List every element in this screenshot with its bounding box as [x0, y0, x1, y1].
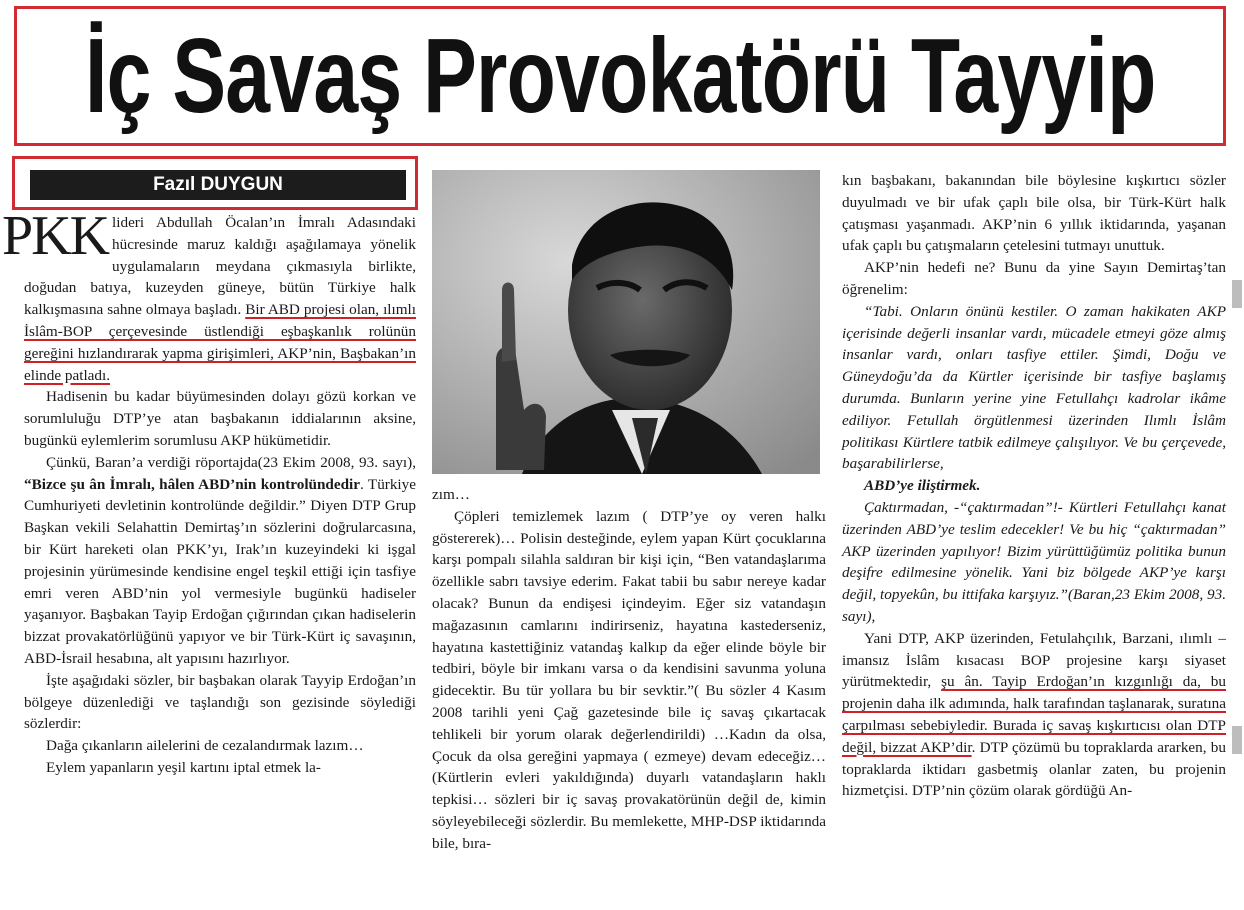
c3-p5-underlined: şu ân. Tayip Erdoğan’ın kızgınlığı da, bu projenin daha ilk adımında, halk tarafından taşlanarak, suratına çarpılması sebebiyledir. Burada iç savaş kışkırtıcısı olan DTP değil, bizzat AKP’dir	[842, 673, 1226, 756]
p1-start: lideri Abdullah Öcalan’ın İmralı Adasındaki hücresinde maruz kaldığı aşağılamaya yönelik uygulamaların meydana çıkmasıyla birlikte, doğudan batıya, kuzeyden güneye, bütün Türkiye halk kalkışmasına sahne olmaya başladı.	[24, 214, 416, 319]
dropcap: PKK	[2, 205, 109, 267]
p3-bold-quote: “Bizce şu ân İmralı, hâlen ABD’nin kontrolündedir	[24, 475, 361, 493]
p1-underlined: Bir ABD projesi olan, ılımlı İslâm-BOP çerçevesinde üstlendiği eşbaşkanlık rolünün gereğini hızlandırarak yapma girişimleri, AKP’nin, Başbakan’ın elinde patladı.	[24, 301, 416, 384]
paragraph-1	[2, 205, 416, 386]
c3-quote-1: “Tabi. Onların önünü kestiler. O zaman hakikaten AKP içerisinde değerli insanlar vardı, mücadele etmeyi göze almış insanlar vardı, onları tasfiye ettiler. Şimdi, Doğu ve Güneydoğu’da da Kürtler içerisinde bir tasfiye başlamış durumda. Bunların yerine yine Fetullahçı kadrolar ikâme ediliyor. Fetullah örgütlenmesi üzerinden Ilımlı İslâm politikası Kürtlere tatbik edilmeye çalışılıyor. Ve bu çerçevede, başarabilirlerse,	[842, 302, 1226, 473]
c3-paragraph-2: AKP’nin hedefi ne? Bunu da yine Sayın Demirtaş’tan öğrenelim:	[842, 259, 1226, 298]
paragraph-2: Hadisenin bu kadar büyümesinden dolayı gözü korkan ve sorumluluğu DTP’ye atan başbakanın iddialarının aksine, bugünkü eylemlerim sorumlusu AKP hükümetidir.	[24, 388, 416, 449]
c3-p5-end: . DTP çözümü bu topraklarda ararken, bu topraklarda iktidarı gasbetmiş olanlar zaten, bu projenin hizmetçisi. DTP’nin çözüm olarak gördüğü An-	[842, 738, 1226, 800]
c3-quote-2: Çaktırmadan, -“çaktırmadan”!- Kürtleri Fetullahçı kanat üzerinden ABD’ye teslim edecekler! Ve bu hiç “çaktırmadan” AKP üzerinden yapılıyor! Bizim yürüttüğümüz politika bunun deşifre edilmesine yönelik. Yani biz bölgede AKP’ye karşı değil, topyekûn, bu ittifaka karşıyız.”(Baran,23 Ekim 2008, 93. sayı),	[842, 498, 1226, 625]
author-byline: Fazıl DUYGUN	[30, 170, 406, 200]
article-column-1	[2, 205, 416, 902]
headline-frame	[14, 6, 1226, 146]
c3-paragraph-1: kın başbakanı, bakanından bile böylesine kışkırtıcı sözler duyulmadı ve bir ufak çaplı bile olsa, bir Türk-Kürt halk çatışması yaşanmadı. AKP’nin 6 yıllık iktidarında, yaşanan ufak çaplı bu çatışmaların çetelesini tutmayı unuttuk.	[842, 172, 1226, 255]
c3-subhead: ABD’ye iliştirmek.	[864, 477, 981, 495]
c2-paragraph-1: zım…	[432, 486, 470, 503]
portrait-photo	[432, 170, 820, 474]
article-column-2	[432, 484, 826, 904]
page-edge-marker	[1232, 280, 1242, 308]
portrait-illustration	[432, 170, 820, 474]
c3-paragraph-5	[842, 628, 1226, 802]
paragraph-4: İşte aşağıdaki sözler, bir başbakan olarak Tayyip Erdoğan’ın bölgeye düzenlediği ve taşlandığı son gezisinde söylediği sözlerdir:	[24, 671, 416, 733]
article-column-3	[842, 170, 1226, 904]
paragraph-3	[24, 452, 416, 670]
paragraph-6: Eylem yapanların yeşil kartını iptal etmek la-	[46, 758, 321, 776]
p3-end: . Türkiye Cumhuriyeti devletinin kontrolünde değildir.” Diyen DTP Grup Başkan vekili Selahattin Demirtaş’ın sözlerini doğrularcasına, bir Kürt hareketi olan PKK’yı, Irak’ın kuzeyindeki ki işgal projesinin yürümesinde kendisine engel teşkil ettiği için tasfiye emri veren ABD’nin yol vermesiyle bugünkü hadiseler yaşanıyor. Başbakan Tayip Erdoğan çığırından çıkan hadiselerin bizzat provakatörlüğünü yapıyor ve bir Türk-Kürt iç savaşının, ABD-İsrail hesabına, alt yapısını hazırlıyor.	[24, 475, 416, 667]
page-edge-marker	[1232, 726, 1242, 754]
c3-p5-start: Yani DTP, AKP üzerinden, Fetulahçılık, Barzani, ılımlı –imansız İslâm kısacası BOP projesine karşı siyaset yürütmektedir,	[842, 629, 1226, 691]
c2-paragraph-2: Çöpleri temizlemek lazım ( DTP’ye oy veren halkı göstererek)… Polisin desteğinde, eylem yapan Kürt çocuklarına karşı pompalı silahla saldıran bir kişi için, “Ben vatandaşlarıma özellikle sabrı tavsiye ederim. Fakat tabii bu sabır nereye kadar olacak? Bunun da endişesi içindeyim. Eğer siz vatandaşın mağazasının camlarını indirirseniz, hayatına kastederseniz, hayatına kastettiğiniz vatandaş kalkıp da eğer elinde böyle bir tedbiri, böyle bir imkanı varsa o da kendisini savunma yoluna gidecektir. Bu tür yollara bu bir sevktir.”( Bu sözler 4 Kasım 2008 tarihli yeni Çağ gazetesinde bile iç savaş çıkartacak tehlikeli bir yorum olarak değerlendirildi) …Kadın da olsa, Çocuk da olsa gereğini yapmaya ( ezmeye) devam edeceğiz… (Kürtlerin evleri yakıldığında) duyarlı vatandaşların haklı tepkisi… sözleri bir iç savaş provakatörünün değil de, kimin söyleyebileceği sözlerdir. Bu memlekette, MHP-DSP iktidarında bile, bıra-	[432, 507, 826, 852]
headline: İç Savaş Provokatörü Tayyip	[84, 17, 1156, 135]
paragraph-5: Dağa çıkanların ailelerini de cezalandırmak lazım…	[46, 737, 364, 755]
p3-start: Çünkü, Baran’a verdiği röportajda(23 Ekim 2008, 93. sayı),	[46, 453, 416, 471]
